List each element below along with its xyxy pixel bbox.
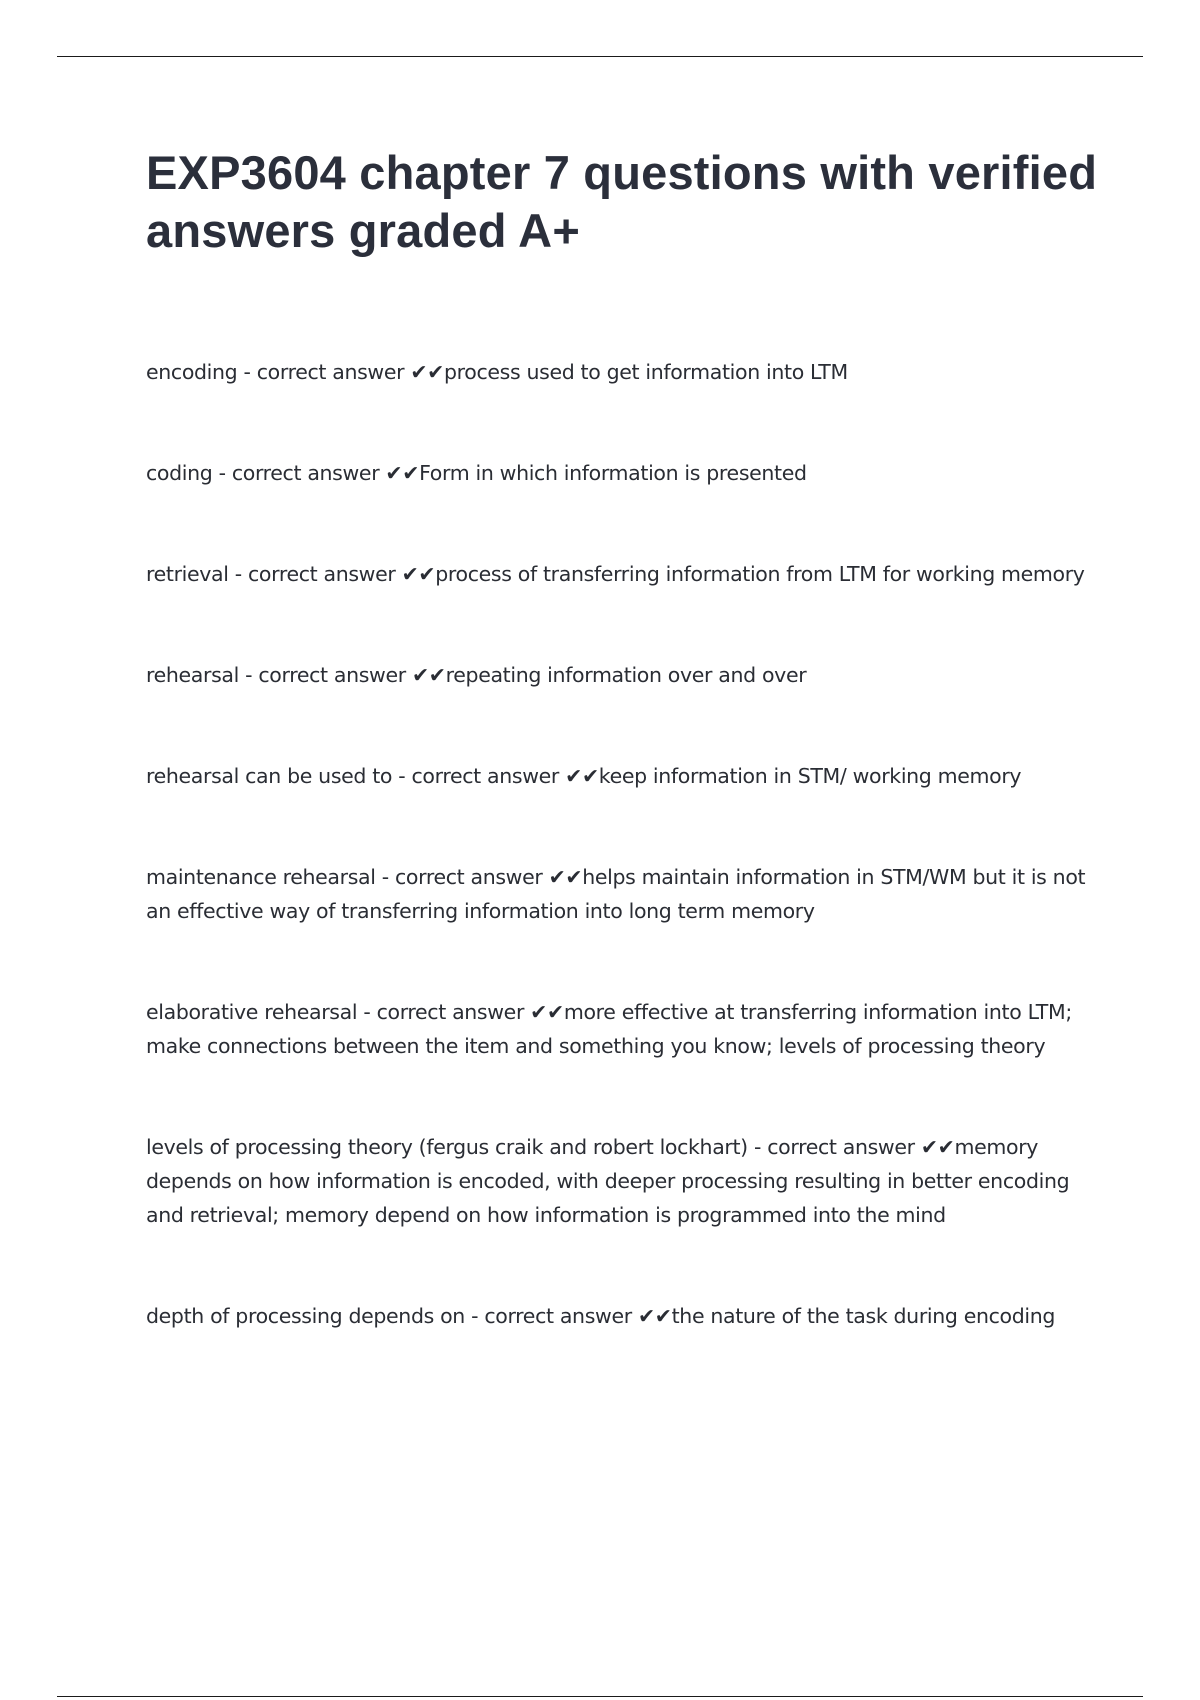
qa-correct-marker: correct answer ✔✔ [256,360,444,384]
qa-correct-marker: correct answer ✔✔ [258,663,446,687]
qa-term: encoding [146,360,238,384]
bottom-rule [57,1696,1143,1697]
qa-separator: - [237,360,257,384]
qa-correct-marker: correct answer ✔✔ [248,562,436,586]
qa-separator: - [238,663,259,687]
qa-separator: - [464,1304,485,1328]
qa-item-levels-of-processing [146,1130,1106,1232]
qa-item-elaborative-rehearsal [146,995,1106,1063]
qa-answer: memory depends on how information is encoded, with deeper processing resulting in better encoding and retrieval; memory depend on how information is programmed into the mind [146,1135,1070,1227]
qa-term: levels of processing theory (fergus craik and robert lockhart) [146,1135,748,1159]
qa-item-rehearsal [146,658,1106,692]
qa-answer: repeating information over and over [445,663,807,687]
qa-item-maintenance-rehearsal [146,860,1106,928]
page-title: EXP3604 chapter 7 questions with verified answers graded A+ [146,146,1098,257]
qa-term: coding [146,461,213,485]
qa-term: rehearsal can be used to [146,764,393,788]
qa-item-depth-of-processing [146,1299,1106,1333]
qa-separator: - [228,562,248,586]
qa-correct-marker: correct answer ✔✔ [484,1304,672,1328]
qa-correct-marker: correct answer ✔✔ [411,764,599,788]
qa-answer: the nature of the task during encoding [671,1304,1056,1328]
qa-answer: Form in which information is presented [419,461,807,485]
qa-item-coding [146,456,1106,490]
qa-separator: - [357,1000,377,1024]
top-rule [57,56,1143,57]
qa-correct-marker: correct answer ✔✔ [767,1135,955,1159]
qa-term: retrieval [146,562,229,586]
qa-answer: process used to get information into LTM [444,360,848,384]
qa-correct-marker: correct answer ✔✔ [376,1000,564,1024]
qa-list [146,355,1106,1400]
qa-correct-marker: correct answer ✔✔ [231,461,420,485]
qa-correct-marker: correct answer ✔✔ [394,865,583,889]
qa-term: maintenance rehearsal [146,865,376,889]
qa-term: depth of processing depends on [146,1304,465,1328]
qa-separator: - [392,764,412,788]
qa-item-retrieval [146,557,1106,591]
qa-item-rehearsal-use [146,759,1106,793]
qa-separator: - [212,461,232,485]
qa-answer: more effective at transferring information into LTM; make connections between the item and something you know; levels of processing theory [146,1000,1072,1058]
qa-answer: process of transferring information from LTM for working memory [435,562,1085,586]
qa-term: rehearsal [146,663,239,687]
qa-item-encoding [146,355,1106,389]
qa-separator: - [747,1135,768,1159]
qa-term: elaborative rehearsal [146,1000,358,1024]
qa-answer: helps maintain information in STM/WM but it is not an effective way of transferring information into long term memory [146,865,1086,923]
qa-answer: keep information in STM/ working memory [598,764,1022,788]
qa-separator: - [375,865,395,889]
